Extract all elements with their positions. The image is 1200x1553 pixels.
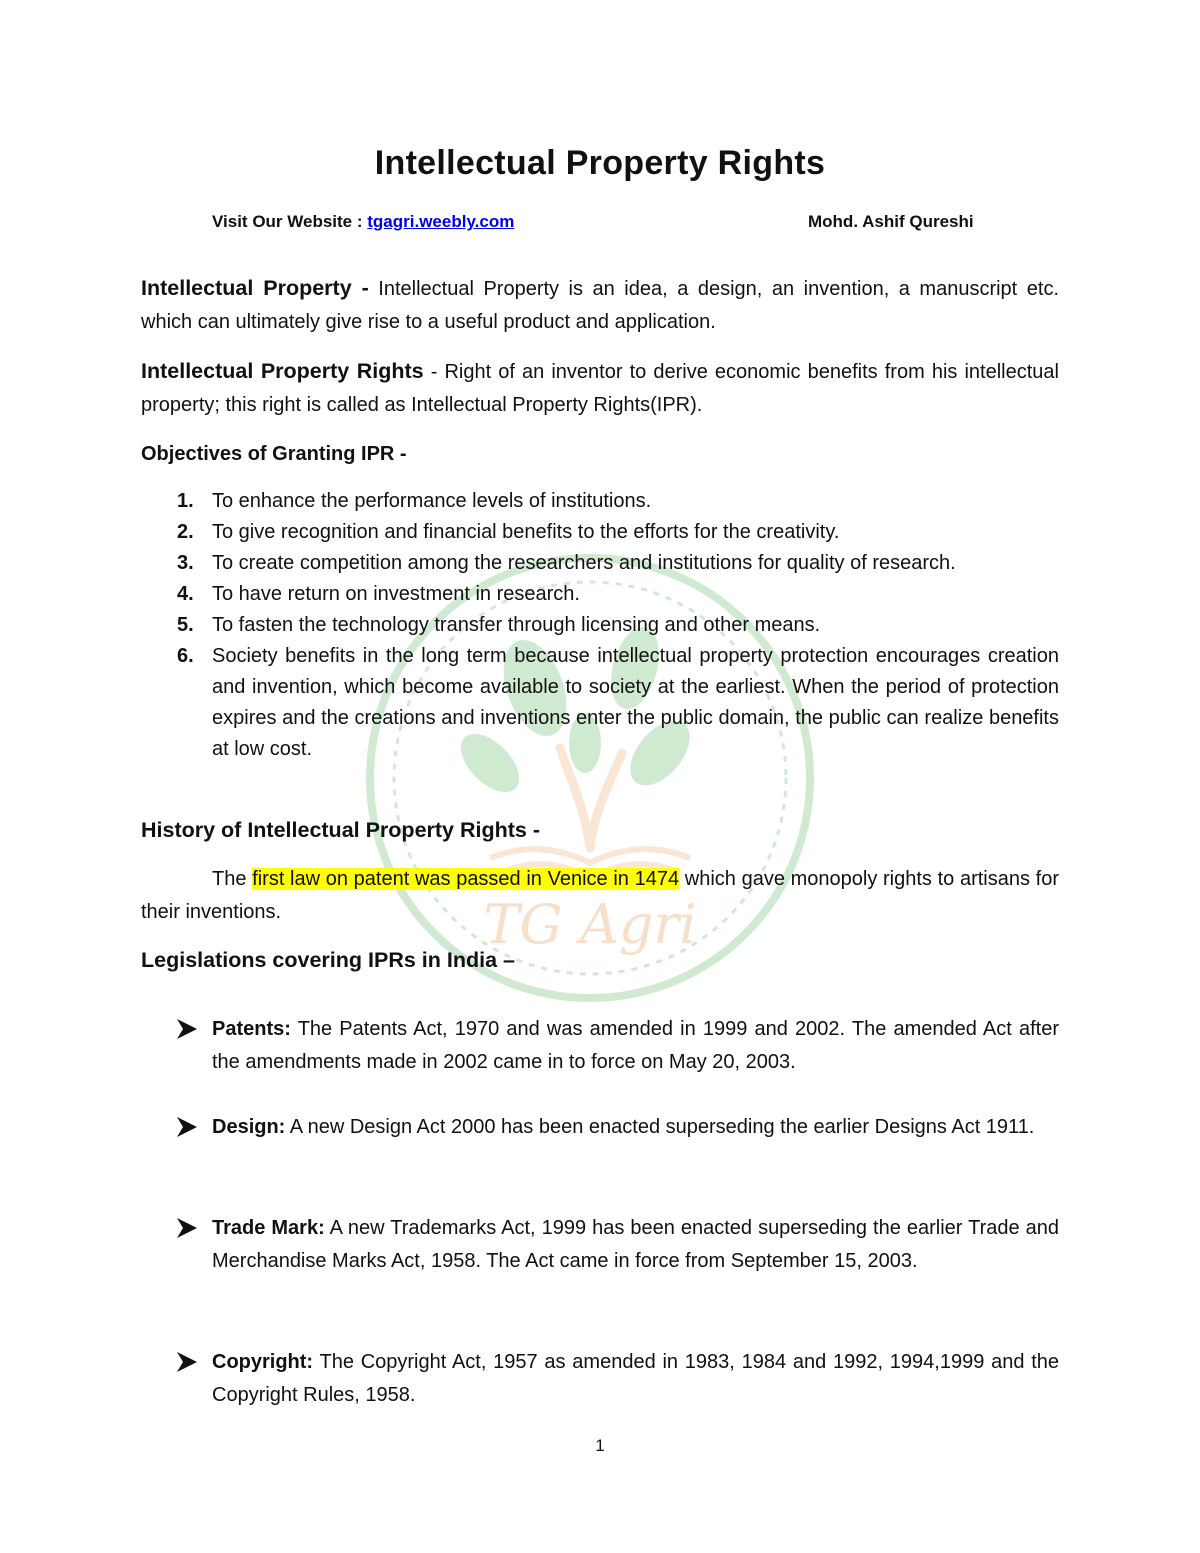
- legislation-heading: Legislations covering IPRs in India –: [141, 948, 515, 972]
- page-title: Intellectual Property Rights: [374, 144, 826, 182]
- ip-term: Intellectual Property -: [141, 276, 369, 300]
- objectives-heading: Objectives of Granting IPR -: [141, 443, 407, 465]
- website-line: [212, 212, 514, 232]
- list-item: 2. To give recognition and financial benefits to the efforts for the creativity.: [177, 521, 840, 543]
- legislation-item-copyright: Copyright: The Copyright Act, 1957 as amended in 1983, 1984 and 1992, 1994,1999 and the Copyright Rules, 1958.: [141, 1346, 1059, 1412]
- legislation-item-trademark: Trade Mark: A new Trademarks Act, 1999 has been enacted superseding the earlier Trade and Merchandise Marks Act, 1958. The Act came in force from September 15, 2003.: [141, 1212, 1059, 1278]
- history-paragraph: The first law on patent was passed in Venice in 1474 which gave monopoly rights to artisans for their inventions.: [141, 868, 1059, 923]
- list-item: 3. To create competition among the researchers and institutions for quality of research.: [177, 552, 956, 574]
- page-number: 1: [595, 1436, 605, 1455]
- arrow-bullet-icon: [173, 1214, 201, 1242]
- legislation-item-design: Design: A new Design Act 2000 has been enacted superseding the earlier Designs Act 1911.: [141, 1111, 1059, 1144]
- list-item: 1. To enhance the performance levels of institutions.: [177, 490, 652, 512]
- legislation-item-patents: Patents: The Patents Act, 1970 and was amended in 1999 and 2002. The amended Act after the amendments made in 2002 came in to force on May 20, 2003.: [141, 1013, 1059, 1079]
- website-label: Visit Our Website :: [212, 212, 363, 231]
- ipr-term: Intellectual Property Rights: [141, 359, 424, 383]
- arrow-bullet-icon: [173, 1113, 201, 1141]
- ip-definition: Intellectual Property is an idea, a design, an invention, a manuscript etc. which can ultimately give rise to a useful product and application.: [141, 278, 1059, 333]
- list-item: 4. To have return on investment in research.: [177, 583, 580, 605]
- ip-definition-paragraph: [141, 272, 1059, 339]
- watermark-text: TG Agri: [483, 893, 697, 956]
- list-item: 6. Society benefits in the long term because intellectual property protection encourages creation and invention, which become available to society at the earliest. When the period of protection expires and the creations and inventions enter the public domain, the public can realize benefits at low cost.: [177, 645, 1059, 760]
- highlighted-text: first law on patent was passed in Venice in 1474: [252, 868, 680, 890]
- arrow-bullet-icon: [173, 1015, 201, 1043]
- list-item: 5. To fasten the technology transfer through licensing and other means.: [177, 614, 821, 636]
- objectives-list: [141, 486, 1059, 765]
- history-heading: History of Intellectual Property Rights -: [141, 818, 540, 842]
- author-name: Mohd. Ashif Qureshi: [808, 212, 974, 231]
- ipr-definition-paragraph: [141, 355, 1059, 422]
- arrow-bullet-icon: [173, 1348, 201, 1376]
- ipr-definition: - Right of an inventor to derive economic benefits from his intellectual property; this right is called as Intellectual Property Rights(IPR).: [141, 361, 1059, 416]
- website-link[interactable]: tgagri.weebly.com: [367, 212, 515, 231]
